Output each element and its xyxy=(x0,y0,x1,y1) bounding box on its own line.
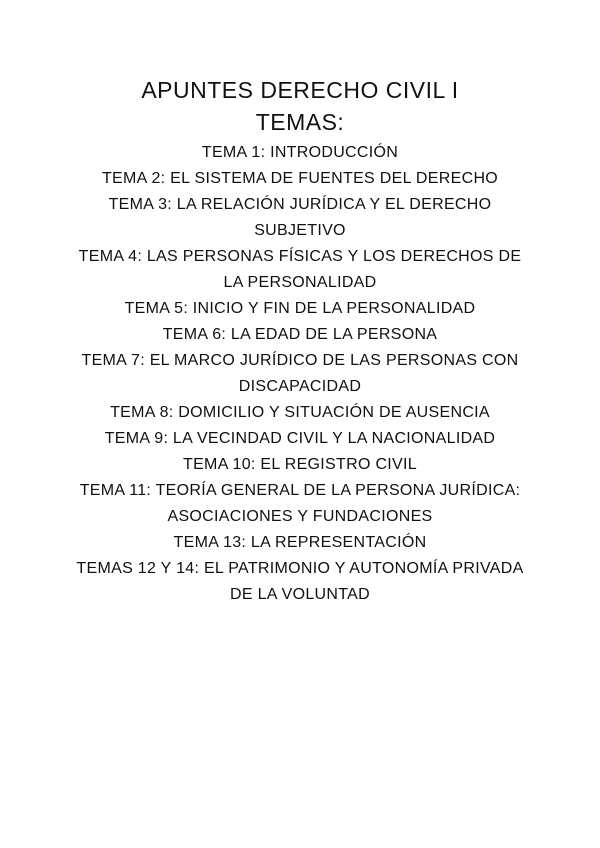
topic-item: TEMA 4: LAS PERSONAS FÍSICAS Y LOS DERECHOS DE LA PERSONALIDAD xyxy=(78,248,522,291)
topic-item: TEMA 1: INTRODUCCIÓN xyxy=(201,144,399,161)
topic-item: TEMA 11: TEORÍA GENERAL DE LA PERSONA JURÍDICA: ASOCIACIONES Y FUNDACIONES xyxy=(79,482,521,525)
topic-item: TEMA 13: LA REPRESENTACIÓN xyxy=(173,534,427,551)
document-title: APUNTES DERECHO CIVIL I xyxy=(141,77,459,103)
topic-item: TEMA 2: EL SISTEMA DE FUENTES DEL DERECHO xyxy=(101,170,499,187)
document-subtitle: TEMAS: xyxy=(255,109,345,135)
topic-item: TEMA 5: INICIO Y FIN DE LA PERSONALIDAD xyxy=(124,300,476,317)
topic-item: TEMAS 12 Y 14: EL PATRIMONIO Y AUTONOMÍA PRIVADA DE LA VOLUNTAD xyxy=(76,560,524,603)
topic-item: TEMA 3: LA RELACIÓN JURÍDICA Y EL DERECHO SUBJETIVO xyxy=(108,196,492,239)
topic-item: TEMA 10: EL REGISTRO CIVIL xyxy=(183,456,417,473)
topic-item: TEMA 6: LA EDAD DE LA PERSONA xyxy=(162,326,438,343)
topic-item: TEMA 8: DOMICILIO Y SITUACIÓN DE AUSENCIA xyxy=(110,404,490,421)
topic-item: TEMA 7: EL MARCO JURÍDICO DE LAS PERSONAS CON DISCAPACIDAD xyxy=(81,352,519,395)
topic-list xyxy=(70,140,530,608)
topic-item: TEMA 9: LA VECINDAD CIVIL Y LA NACIONALIDAD xyxy=(104,430,496,447)
